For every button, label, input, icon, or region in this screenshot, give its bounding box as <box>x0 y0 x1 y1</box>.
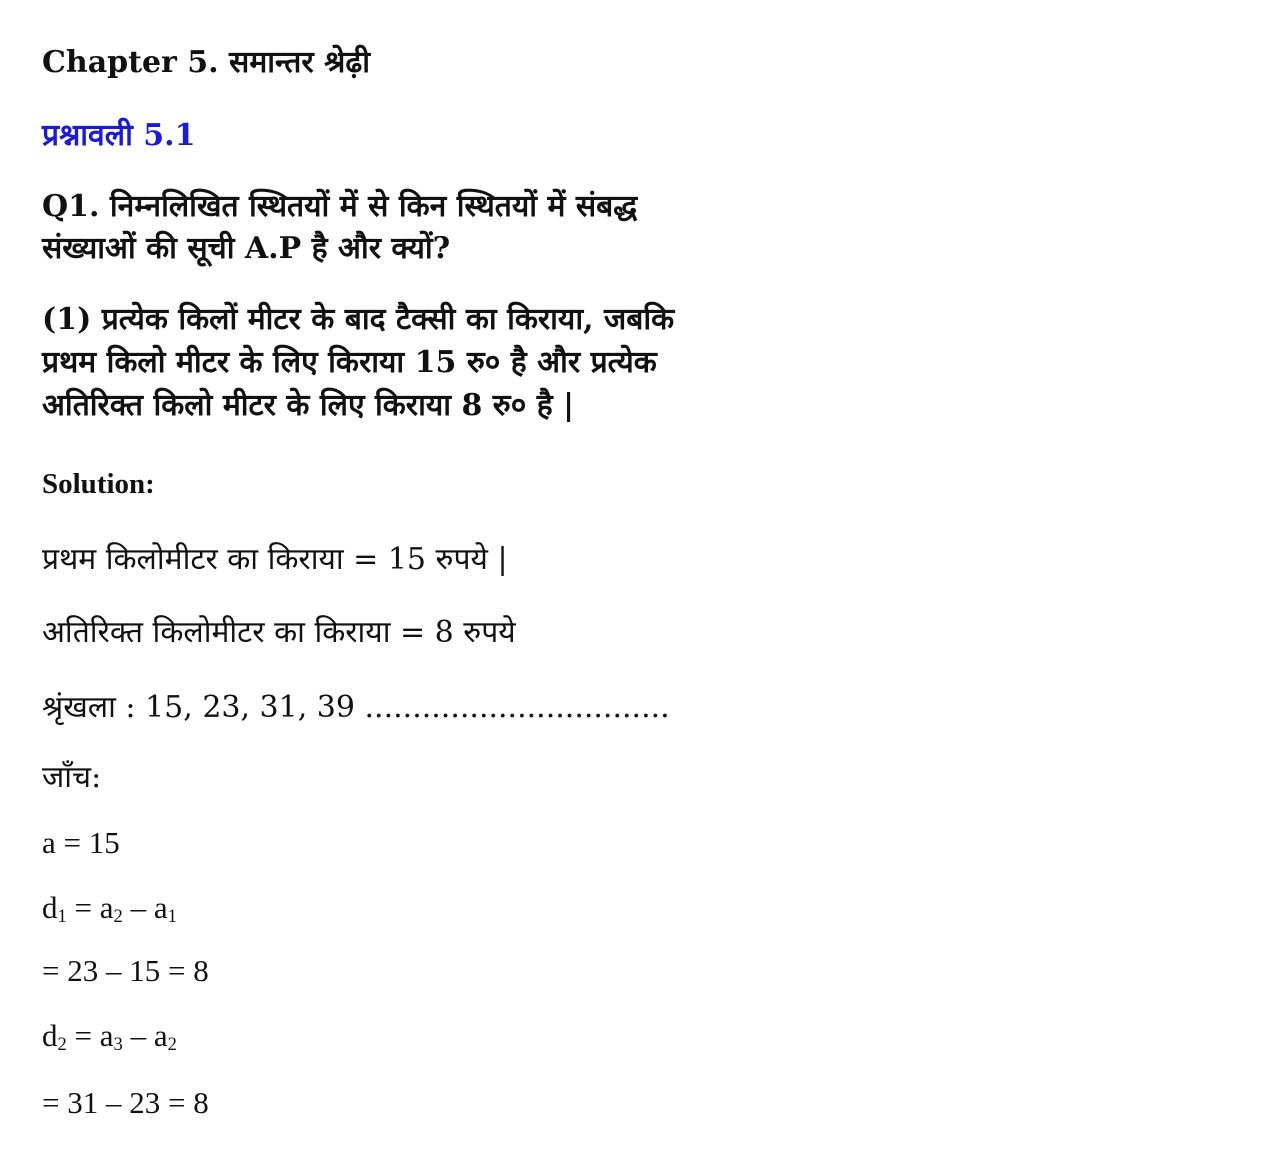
question-line: Q1. निम्नलिखित स्थितयों में से किन स्थितयों में संबद्ध <box>42 189 638 224</box>
sub-question-line: अतिरिक्त किलो मीटर के लिए किराया 8 रु० है | <box>42 388 575 423</box>
solution-line-extra-km-fare: अतिरिक्त किलोमीटर का किराया = 8 रुपये <box>42 615 516 650</box>
question-line: संख्याओं की सूची A.P है और क्यों? <box>42 231 451 266</box>
math-d2-formula: $d_2 = a_3 - a_2$ <box>42 1018 177 1055</box>
math-d1-calc: = 23 – 15 = 8 <box>42 953 209 988</box>
sub-question-1 <box>42 298 674 427</box>
sub-question-line: (1) प्रत्येक किलों मीटर के बाद टैक्सी का किराया, जबकि <box>42 302 675 337</box>
solution-line-check: जाँच: <box>42 760 102 795</box>
chapter-title: Chapter 5. समान्तर श्रेढ़ी <box>42 45 371 80</box>
solution-line-first-km-fare: प्रथम किलोमीटर का किराया = 15 रुपये | <box>42 542 508 577</box>
math-d2-calc: = 31 – 23 = 8 <box>42 1085 209 1120</box>
sub-question-line: प्रथम किलो मीटर के लिए किराया 15 रु० है और प्रत्येक <box>42 345 657 380</box>
solution-line-series: श्रृंखला : 15, 23, 31, 39 ................................ <box>42 690 670 725</box>
math-d1-formula: $d_1 = a_2 - a_1$ <box>42 890 177 927</box>
question-1 <box>42 186 637 270</box>
exercise-title: प्रश्नावली 5.1 <box>42 118 196 153</box>
solution-heading: Solution: <box>42 468 155 500</box>
math-a-value: a = 15 <box>42 825 120 860</box>
